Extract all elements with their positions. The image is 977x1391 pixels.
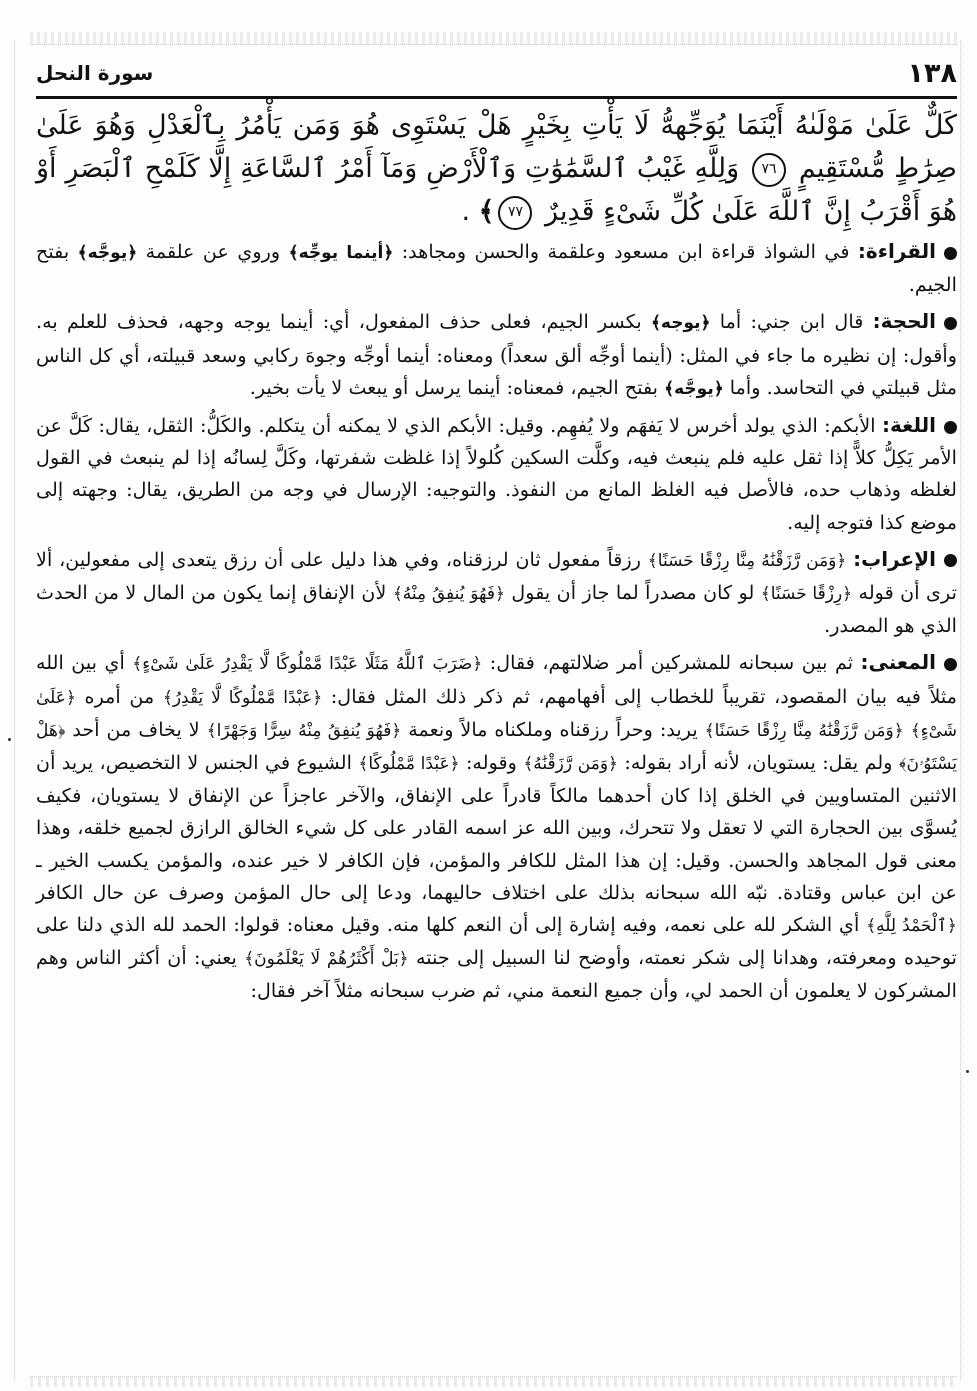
- bullet-icon: [944, 658, 957, 671]
- left-margin-rule: [14, 40, 15, 1381]
- ayah-number-text: ٧٧: [507, 204, 523, 220]
- bullet-icon: [944, 554, 957, 567]
- section-text: من أمره: [84, 684, 155, 708]
- section-text: أي بين الله مثلاً فيه بيان المقصود، تقريباً للخطاب إلى أفهامهم، ثم ذكر ذلك المثل فقال:: [36, 651, 957, 708]
- page-body: [36, 104, 957, 1012]
- section-text: بكسر الجيم، فعلى حذف المفعول، أي: أينما يوجه وجهه، فحذف للعلم به. وأقول: إن نظيره ما جاء في المثل: (أينما أوجِّه ألق سعداً) ومعناه: أينما أوجِّه وجوهَ ركابي وسعد قبيلته، أي كل الناس مثل قبيلتي في التحاسد. وأما: [36, 310, 957, 399]
- section-hujja: [36, 305, 957, 405]
- quran-quote: ﴿ضَرَبَ ٱللَّهُ مَثَلًا عَبْدًا مَّمْلُوكًا لَّا يَقْدِرُ عَلَىٰ شَىْءٍ﴾: [132, 654, 483, 675]
- quran-quote: ﴿بَلْ أَكْثَرُهُمْ لَا يَعْلَمُونَ﴾: [244, 949, 409, 970]
- quran-verse-block: [36, 104, 957, 233]
- section-text: بفتح الجيم، فمعناه: أينما يرسل أو يبعث لا يأت بخير.: [249, 375, 659, 399]
- section-title: الإعراب:: [853, 546, 936, 571]
- bottom-border-ornament: [30, 1376, 957, 1387]
- surah-name: سورة النحل: [36, 61, 154, 85]
- quran-quote: ﴿عَلَىٰ شَىْءٍ﴾: [36, 687, 958, 741]
- verse-line: كَلٌّ عَلَىٰ مَوْلَىٰهُ أَيْنَمَا يُوَجِّههُّ لَا يَأْتِ بِخَيْرٍ هَلْ يَسْتَوِى هُوَ وَمَن يَأْمُرُ بِٱلْعَدْلِ وَهُوَ: [94, 110, 957, 141]
- section-lugha: [36, 409, 957, 539]
- section-text: يريد: وحراً رزقناه وملكناه مالاً ونعمة: [408, 717, 698, 741]
- quran-quote: ﴿وَمَن رَّزَقْنَٰهُ مِنَّا رِزْقًا حَسَنًا﴾: [704, 720, 904, 741]
- section-text: الشيوع في الجنس لا التخصيص، يريد أن الاثنين المتساويين في الخلق إذا كان أحدهما مالكاً قادراً على الإنفاق، والآخر عاجزاً عن الإنفاق لا يستويان، فكيف يُسوَّى بين الحجارة التي لا تعقل ولا تتحرك، وبين الله عز اسمه القادر على كل شيء الخالق الرازق لجميع خلقه، وهذا معنى قول المجاهد والحسن. وقيل: إن هذا المثل للكافر والمؤمن، فإن الكافر لا خير عنده، والمؤمن يكسب الخير ـ عن ابن عباس وقتادة. نبّه الله سبحانه بذلك على اختلاف حاليهما، ودعا إلى حال المؤمن وصرف عن حال الكافر: [36, 751, 957, 904]
- section-qiraa: [36, 235, 957, 301]
- section-text: وروي عن علقمة: [145, 240, 281, 263]
- section-text: ثم بين سبحانه للمشركين أمر ضلالتهم، فقال:: [489, 651, 854, 675]
- section-text: لأن الإنفاق إنما يكون من المال لا من الحدث الذي هو المصدر.: [36, 581, 957, 638]
- section-text: رزقاً مفعول ثان لرزقناه، وفي هذا دليل على أن رزق يتعدى إلى مفعولين، ألا ترى أن قوله: [36, 547, 957, 605]
- quran-quote: ﴿هَلْ يَسْتَوُۥنَ﴾: [36, 720, 958, 775]
- quran-quote: ﴿رِزْقًا حَسَنًا﴾: [760, 584, 853, 605]
- section-text: لو كان مصدراً لما جاز أن يقول: [511, 581, 755, 605]
- section-text: قال ابن جني: أما: [719, 310, 864, 334]
- quran-quote: ﴿فَهُوَ يُنفِقُ مِنْهُ﴾: [392, 584, 505, 605]
- quran-quote: ﴿وَمَن رَّزَقْنَٰهُ﴾: [523, 754, 618, 775]
- ayah-number-77: [498, 196, 532, 230]
- section-title: اللغة:: [882, 413, 936, 438]
- quran-quote: ﴿عَبْدًا مَّمْلُوكًا﴾: [358, 754, 460, 775]
- bullet-icon: [944, 421, 957, 434]
- section-title: الحجة:: [872, 309, 936, 334]
- header-rule: [36, 96, 957, 99]
- section-mana: [36, 646, 957, 1007]
- section-title: المعنى:: [860, 650, 936, 675]
- section-irab: [36, 543, 957, 643]
- quran-quote: ﴿عَبْدًا مَّمْلُوكًا لَّا يَقْدِرُ﴾: [162, 687, 323, 708]
- quran-quote: ﴿ٱلْحَمْدُ لِلَّهِ﴾: [866, 916, 957, 937]
- verse-line: عَلَىٰ صِرَٰطٍ مُّسْتَقِيمٍ: [36, 110, 957, 184]
- quote: ﴿أينما يوجِّه﴾: [288, 243, 394, 263]
- page-header: [36, 55, 957, 91]
- top-border-ornament: [30, 32, 957, 45]
- section-text: يعني: أن أكثر الناس وهم المشركون لا يعلمون أن الحمد لي، وأن جميع النعمة مني، ثم ضرب سبحانه مثلاً آخر فقال:: [36, 946, 957, 1003]
- quote: ﴿يوجَّه﴾: [77, 243, 138, 263]
- quote: ﴿يوجَّه﴾: [664, 378, 724, 399]
- section-title: القراءة:: [857, 239, 937, 263]
- page-number: ١٣٨: [907, 57, 957, 89]
- closing-bracket: ﴾: [478, 196, 495, 227]
- section-text: لا يخاف من أحد: [72, 717, 200, 741]
- section-text: الأبكم: الذي يولد أخرس لا يَفهَم ولا يُفهِم. وقيل: الأبكم الذي لا يمكنه أن يتكلم. والكَلُّ: الثقل، يقال: كَلَّ عن الأمر يَكِلُّ كلاًّ إذا ثقل عليه فلم ينبعث فيه، وكلَّت السكين كُلولاً إذا غلظت شفرتها، وكَلَّ لِسانُه إذا لم ينبعث في القول لغلظه وذهاب حده، فالأصل فيه الغلظ المانع من النفوذ. والتوجيه: الإرسال في وجه من الطريق، يقال: وجهته إلى موضع كذا فتوجه إليه.: [36, 414, 957, 534]
- verse-line: ٱلْبَصَرِ أَوْ هُوَ أَقْرَبُ إِنَّ ٱللَّهَ عَلَىٰ كُلِّ شَىْءٍ قَدِيرٌ: [36, 153, 957, 227]
- section-text: في الشواذ قراءة ابن مسعود وعلقمة والحسن ومجاهد:: [401, 240, 850, 263]
- margin-speck: [966, 1070, 969, 1073]
- bullet-icon: [944, 247, 957, 260]
- verse-period: .: [461, 196, 471, 227]
- verse-line: وَلِلَّهِ غَيْبُ ٱلسَّمَٰوَٰتِ وَٱلْأَرْضِ وَمَآ أَمْرُ ٱلسَّاعَةِ إِلَّا كَلَمْحِ: [144, 153, 740, 184]
- quote: ﴿يوجه﴾: [650, 313, 711, 334]
- section-text: ولم يقل: يستويان، لأنه أراد بقوله:: [624, 751, 893, 775]
- section-text: بفتح الجيم.: [36, 240, 957, 297]
- quran-quote: ﴿وَمَن رَّزَقْنَٰهُ مِنَّا رِزْقًا حَسَنًا﴾: [647, 550, 847, 571]
- margin-speck: [8, 738, 11, 741]
- quran-quote: ﴿فَهُوَ يُنفِقُ مِنْهُ سِرًّا وَجَهْرًا﴾: [206, 720, 402, 741]
- section-text: وقوله:: [465, 751, 517, 775]
- bullet-icon: [944, 317, 957, 330]
- ayah-number-text: ٧٦: [761, 161, 777, 177]
- ayah-number-76: [752, 153, 786, 187]
- right-margin-rule: [960, 40, 961, 1381]
- section-text: أي الشكر لله على نعمه، وفيه إشارة إلى أن النعم كلها منه. وقيل معناه: قولوا: الحمد لله الذي دلنا على توحيده ومعرفته، وهدانا إلى شكر نعمته، وأوضح لنا السبيل إلى جنته: [36, 913, 957, 970]
